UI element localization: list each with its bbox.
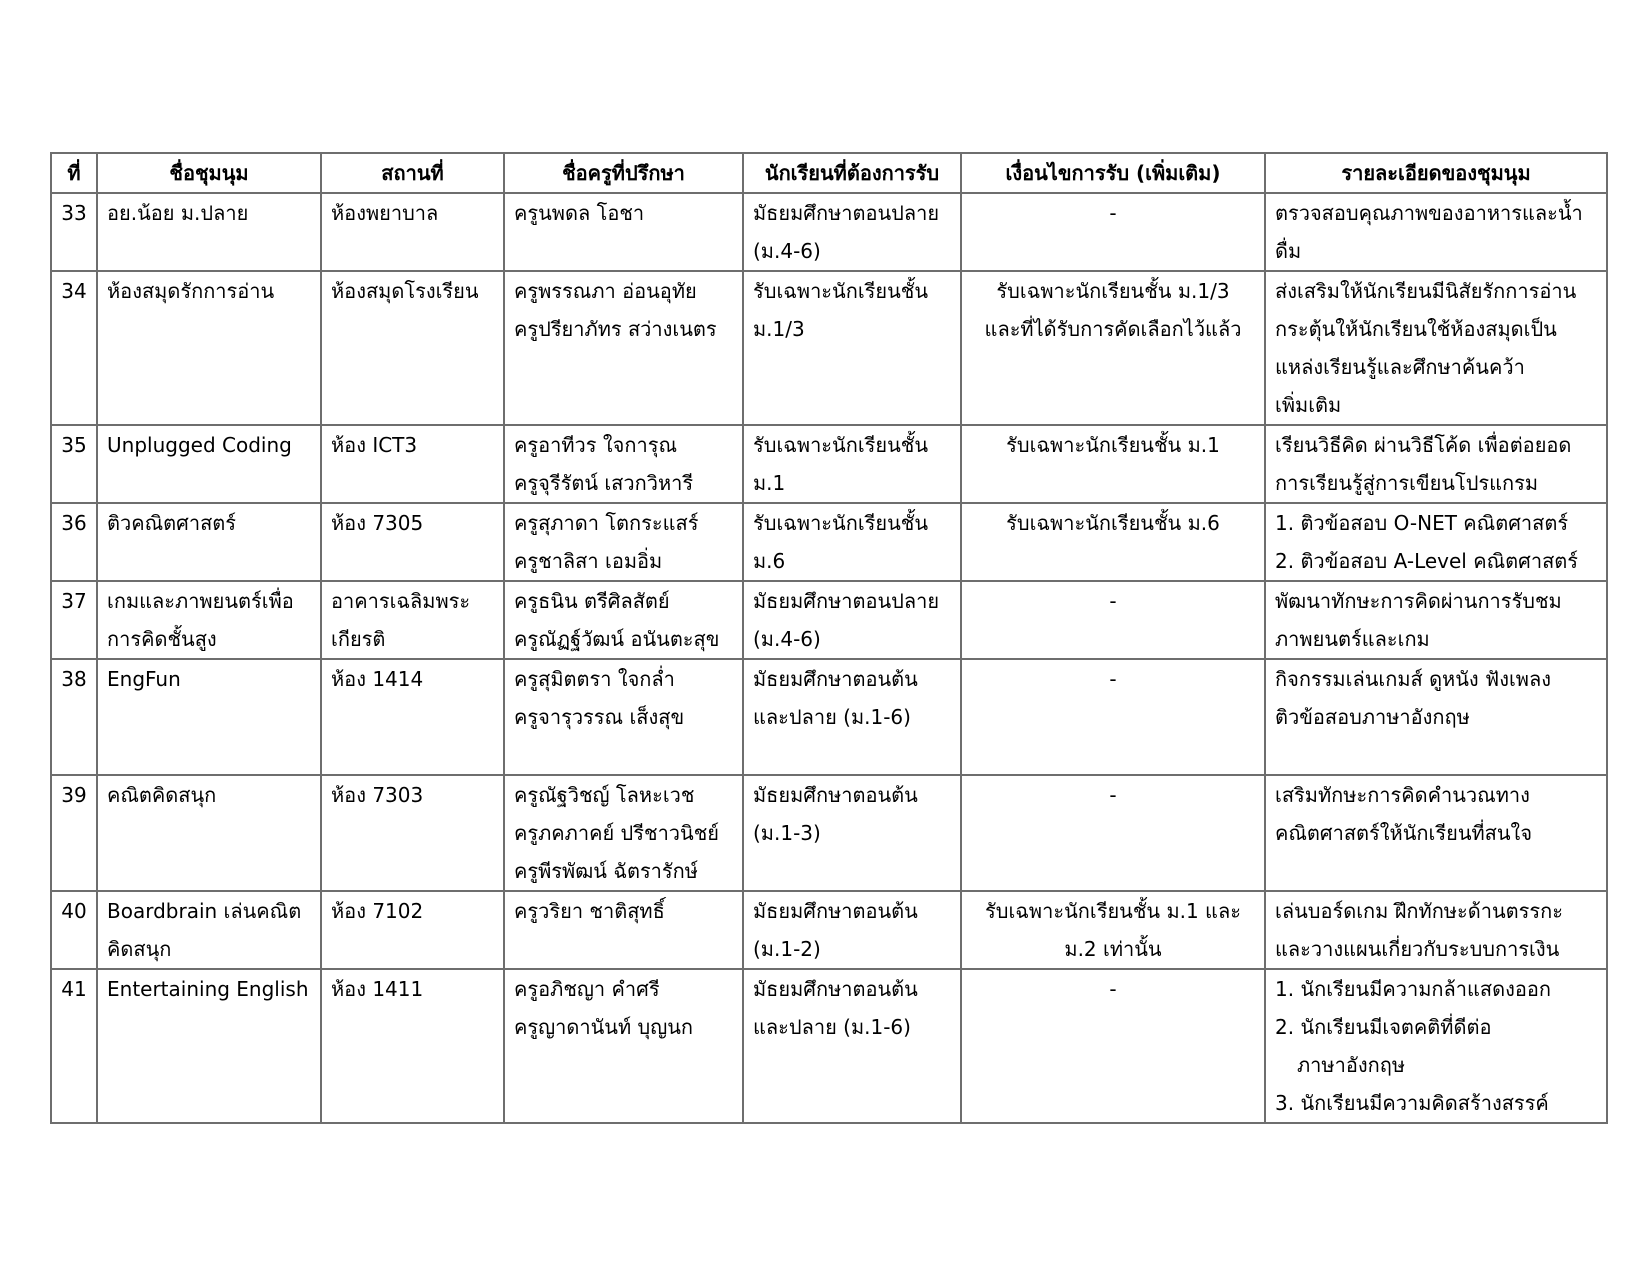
cell-no: 35	[51, 425, 97, 503]
cell-students	[743, 775, 961, 891]
cell-line: ครูชาลิสา เอมอิ่ม	[514, 549, 663, 573]
cell-location	[321, 503, 504, 581]
cell-line: ดื่ม	[1275, 239, 1302, 263]
cell-students	[743, 425, 961, 503]
cell-line: -	[1109, 201, 1117, 225]
cell-line: ครูภคภาคย์ ปรีชาวนิชย์	[514, 821, 719, 845]
cell-line: ครูณัฏฐ์วัฒน์ อนันตะสุข	[514, 627, 720, 651]
cell-no: 33	[51, 193, 97, 271]
cell-no: 34	[51, 271, 97, 425]
cell-line: ห้องสมุดรักการอ่าน	[107, 279, 275, 303]
cell-line: 1. นักเรียนมีความกล้าแสดงออก	[1275, 977, 1551, 1001]
cell-students	[743, 193, 961, 271]
table-row	[51, 659, 1607, 775]
cell-details	[1265, 193, 1607, 271]
cell-line: และที่ได้รับการคัดเลือกไว้แล้ว	[984, 317, 1242, 341]
table-row	[51, 775, 1607, 891]
cell-line: ม.2 เท่านั้น	[1064, 937, 1162, 961]
cell-line: และปลาย (ม.1-6)	[753, 1015, 911, 1039]
cell-location	[321, 271, 504, 425]
cell-line: ห้อง 7303	[331, 783, 424, 807]
cell-line: ภาษาอังกฤษ	[1297, 1053, 1406, 1077]
cell-line: ครูสุภาดา โตกระแสร์	[514, 511, 699, 535]
cell-line: (ม.1-3)	[753, 821, 821, 845]
cell-location	[321, 581, 504, 659]
cell-line: การเรียนรู้สู่การเขียนโปรแกรม	[1275, 471, 1539, 495]
cell-conditions	[961, 581, 1265, 659]
cell-location	[321, 891, 504, 969]
table-row	[51, 425, 1607, 503]
cell-line: ห้องสมุดโรงเรียน	[331, 279, 479, 303]
cell-line: เกียรติ	[331, 627, 386, 651]
cell-line: ม.1/3	[753, 317, 805, 341]
table-row	[51, 193, 1607, 271]
header-club-name: ชื่อชุมนุม	[97, 153, 321, 193]
cell-no: 40	[51, 891, 97, 969]
cell-line: ครูอาทีวร ใจการุณ	[514, 433, 677, 457]
cell-no: 39	[51, 775, 97, 891]
cell-line: (ม.4-6)	[753, 239, 821, 263]
cell-details	[1265, 271, 1607, 425]
cell-details	[1265, 969, 1607, 1123]
header-advisor: ชื่อครูที่ปรึกษา	[504, 153, 743, 193]
cell-line: Unplugged Coding	[107, 433, 292, 457]
cell-line: ตรวจสอบคุณภาพของอาหารและน้ำ	[1275, 201, 1583, 225]
cell-line: ครูนพดล โอชา	[514, 201, 645, 225]
cell-line: มัธยมศึกษาตอนต้น	[753, 977, 918, 1001]
cell-line: เพิ่มเติม	[1275, 393, 1342, 417]
cell-students	[743, 969, 961, 1123]
cell-location	[321, 193, 504, 271]
table-row	[51, 503, 1607, 581]
cell-line: Boardbrain เล่นคณิต	[107, 899, 302, 923]
cell-line: ห้อง ICT3	[331, 433, 418, 457]
cell-line: พัฒนาทักษะการคิดผ่านการรับชม	[1275, 589, 1562, 613]
cell-advisor	[504, 425, 743, 503]
cell-line: ครูจารุวรรณ เส็งสุข	[514, 705, 685, 729]
cell-details	[1265, 581, 1607, 659]
cell-students	[743, 659, 961, 775]
cell-line: ห้อง 7102	[331, 899, 424, 923]
table-row	[51, 969, 1607, 1123]
cell-line: Entertaining English	[107, 977, 309, 1001]
cell-conditions	[961, 891, 1265, 969]
cell-line: เกมและภาพยนตร์เพื่อ	[107, 589, 294, 613]
cell-line: ติวข้อสอบภาษาอังกฤษ	[1275, 705, 1470, 729]
cell-conditions	[961, 271, 1265, 425]
cell-line: ครูวริยา ชาติสุทธิ์	[514, 899, 665, 923]
cell-conditions	[961, 425, 1265, 503]
cell-location	[321, 425, 504, 503]
cell-line: รับเฉพาะนักเรียนชั้น	[753, 433, 929, 457]
cell-line: แหล่งเรียนรู้และศึกษาค้นคว้า	[1275, 355, 1525, 379]
cell-club-name	[97, 425, 321, 503]
table-row	[51, 581, 1607, 659]
table-header-row	[51, 153, 1607, 193]
cell-details	[1265, 775, 1607, 891]
cell-line: ครูธนิน ตรีศิลสัตย์	[514, 589, 670, 613]
cell-advisor	[504, 659, 743, 775]
cell-conditions	[961, 775, 1265, 891]
cell-line: อย.น้อย ม.ปลาย	[107, 201, 249, 225]
cell-line: ครูพรรณภา อ่อนอุทัย	[514, 279, 697, 303]
cell-conditions	[961, 503, 1265, 581]
cell-line: 2. ติวข้อสอบ A-Level คณิตศาสตร์	[1275, 549, 1579, 573]
cell-students	[743, 891, 961, 969]
cell-details	[1265, 891, 1607, 969]
cell-line: 1. ติวข้อสอบ O-NET คณิตศาสตร์	[1275, 511, 1569, 535]
cell-line: ม.6	[753, 549, 786, 573]
cell-line: และวางแผนเกี่ยวกับระบบการเงิน	[1275, 937, 1560, 961]
cell-line: มัธยมศึกษาตอนต้น	[753, 667, 918, 691]
cell-club-name	[97, 659, 321, 775]
cell-advisor	[504, 969, 743, 1123]
header-conditions: เงื่อนไขการรับ (เพิ่มเติม)	[961, 153, 1265, 193]
cell-line: ภาพยนตร์และเกม	[1275, 627, 1430, 651]
cell-advisor	[504, 775, 743, 891]
cell-conditions	[961, 193, 1265, 271]
cell-line: กระตุ้นให้นักเรียนใช้ห้องสมุดเป็น	[1275, 317, 1557, 341]
cell-students	[743, 271, 961, 425]
cell-details	[1265, 425, 1607, 503]
cell-students	[743, 503, 961, 581]
cell-club-name	[97, 503, 321, 581]
cell-club-name	[97, 271, 321, 425]
cell-students	[743, 581, 961, 659]
cell-line: ห้อง 1414	[331, 667, 424, 691]
cell-line: รับเฉพาะนักเรียนชั้น ม.1 และ	[985, 899, 1241, 923]
cell-line: รับเฉพาะนักเรียนชั้น	[753, 279, 929, 303]
cell-line: ครูปรียาภัทร สว่างเนตร	[514, 317, 717, 341]
cell-line: เรียนวิธีคิด ผ่านวิธีโค้ด เพื่อต่อยอด	[1275, 433, 1572, 457]
cell-line: เสริมทักษะการคิดคำนวณทาง	[1275, 783, 1530, 807]
cell-line: รับเฉพาะนักเรียนชั้น ม.1/3	[996, 279, 1230, 303]
cell-line: รับเฉพาะนักเรียนชั้น	[753, 511, 929, 535]
cell-club-name	[97, 193, 321, 271]
cell-line: ม.1	[753, 471, 786, 495]
cell-line: คณิตศาสตร์ให้นักเรียนที่สนใจ	[1275, 821, 1533, 845]
header-students: นักเรียนที่ต้องการรับ	[743, 153, 961, 193]
table-row	[51, 891, 1607, 969]
cell-line: เล่นบอร์ดเกม ฝึกทักษะด้านตรรกะ	[1275, 899, 1563, 923]
cell-no: 38	[51, 659, 97, 775]
cell-advisor	[504, 581, 743, 659]
header-no: ที่	[51, 153, 97, 193]
cell-club-name	[97, 891, 321, 969]
cell-no: 41	[51, 969, 97, 1123]
cell-advisor	[504, 891, 743, 969]
cell-line: และปลาย (ม.1-6)	[753, 705, 911, 729]
cell-advisor	[504, 193, 743, 271]
cell-advisor	[504, 503, 743, 581]
cell-line: ครูสุมิตตรา ใจกล่ำ	[514, 667, 675, 691]
cell-line: -	[1109, 977, 1117, 1001]
cell-line: ห้องพยาบาล	[331, 201, 439, 225]
cell-line: รับเฉพาะนักเรียนชั้น ม.1	[1006, 433, 1220, 457]
cell-line: มัธยมศึกษาตอนปลาย	[753, 201, 940, 225]
club-table	[50, 152, 1608, 1124]
cell-line: มัธยมศึกษาตอนต้น	[753, 899, 918, 923]
cell-line: คิดสนุก	[107, 937, 172, 961]
cell-club-name	[97, 775, 321, 891]
cell-line: คณิตคิดสนุก	[107, 783, 217, 807]
cell-line: -	[1109, 667, 1117, 691]
cell-no: 36	[51, 503, 97, 581]
cell-line: มัธยมศึกษาตอนต้น	[753, 783, 918, 807]
cell-location	[321, 969, 504, 1123]
cell-details	[1265, 503, 1607, 581]
table-row	[51, 271, 1607, 425]
cell-line: รับเฉพาะนักเรียนชั้น ม.6	[1006, 511, 1220, 535]
cell-line: 2. นักเรียนมีเจตคติที่ดีต่อ	[1275, 1015, 1492, 1039]
cell-line: ครูณัฐวิชญ์ โลหะเวช	[514, 783, 695, 807]
cell-line: อาคารเฉลิมพระ	[331, 589, 471, 613]
cell-line: ครูญาดานันท์ บุญนก	[514, 1015, 694, 1039]
cell-line: (ม.1-2)	[753, 937, 821, 961]
cell-conditions	[961, 659, 1265, 775]
cell-line: EngFun	[107, 667, 181, 691]
cell-location	[321, 775, 504, 891]
cell-line: -	[1109, 589, 1117, 613]
cell-line: -	[1109, 783, 1117, 807]
cell-details	[1265, 659, 1607, 775]
cell-advisor	[504, 271, 743, 425]
cell-line: ติวคณิตศาสตร์	[107, 511, 237, 535]
header-location: สถานที่	[321, 153, 504, 193]
header-details: รายละเอียดของชุมนุม	[1265, 153, 1607, 193]
cell-no: 37	[51, 581, 97, 659]
cell-club-name	[97, 581, 321, 659]
cell-line: กิจกรรมเล่นเกมส์ ดูหนัง ฟังเพลง	[1275, 667, 1551, 691]
cell-line: (ม.4-6)	[753, 627, 821, 651]
cell-line: มัธยมศึกษาตอนปลาย	[753, 589, 940, 613]
cell-line: ครูอภิชญา คำศรี	[514, 977, 660, 1001]
cell-location	[321, 659, 504, 775]
cell-club-name	[97, 969, 321, 1123]
cell-line: ครูจุรีรัตน์ เสวกวิหารี	[514, 471, 694, 495]
cell-line: ครูพีรพัฒน์ ฉัตรารักษ์	[514, 859, 698, 883]
cell-line: 3. นักเรียนมีความคิดสร้างสรรค์	[1275, 1091, 1549, 1115]
cell-line: ส่งเสริมให้นักเรียนมีนิสัยรักการอ่าน	[1275, 279, 1577, 303]
cell-line: ห้อง 7305	[331, 511, 424, 535]
cell-line: การคิดชั้นสูง	[107, 627, 217, 651]
cell-line: ห้อง 1411	[331, 977, 424, 1001]
cell-conditions	[961, 969, 1265, 1123]
